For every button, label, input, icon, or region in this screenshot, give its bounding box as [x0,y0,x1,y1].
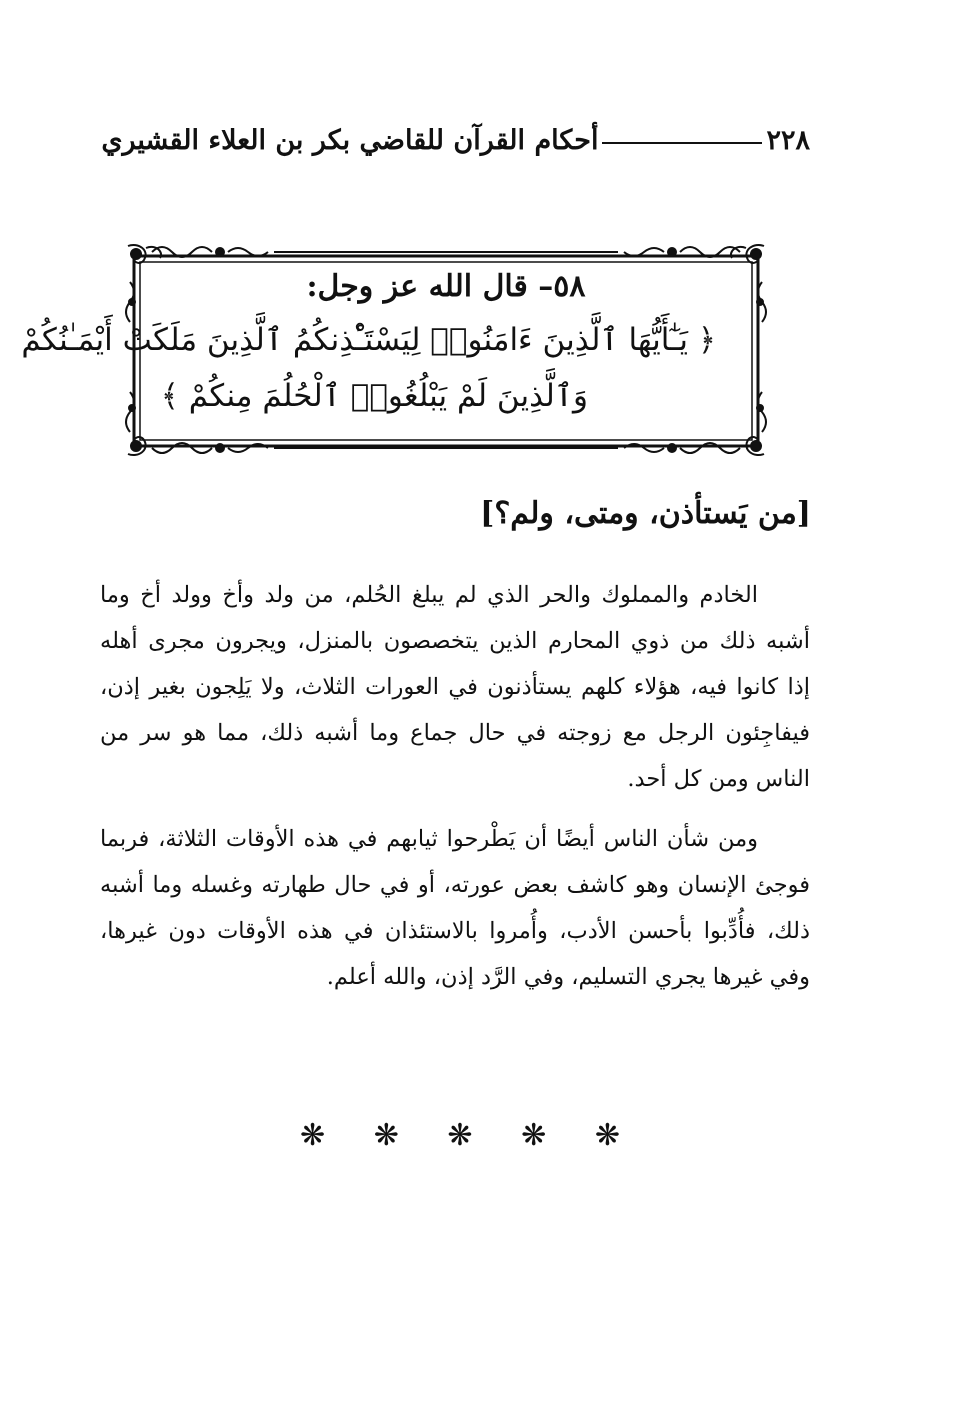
paragraph [100,816,810,1000]
asterisk-icon: ❋ [447,1118,473,1153]
asterisk-icon: ❋ [300,1118,326,1153]
text-line: الناس ومن كل أحد. [627,766,810,792]
text-line: ومن شأن الناس أيضًا أن يَطْرحوا ثيابهم في هذه الأوقات الثلاثة، فربما [100,826,758,852]
asterisk-icon: ❋ [521,1118,547,1153]
page-number: ٢٢٨ [766,124,810,156]
paragraph [100,572,810,802]
section-heading: [من يَستأذن، ومتى، ولم؟] [480,496,811,531]
text-line: فوجئ الإنسان وهو كاشف بعض عورته، أو في حال طهارته وغسله وما أشبه [100,872,810,898]
text-line: الخادم والمملوك والحر الذي لم يبلغ الحُلم، من ولد وأخ وولد أخ وما [100,582,758,608]
text-line: وفي غيرها يجري التسليم، وفي الرَّد إذن، والله أعلم. [326,964,810,990]
asterisk-icon: ❋ [594,1118,620,1153]
book-title: أحكام القرآن للقاضي بكر بن العلاء القشيري [101,124,599,156]
text-line: ذلك، فأُدِّبوا بأحسن الأدب، وأُمروا بالاستئذان في هذه الأوقات دون غيرها، [100,918,810,944]
frame-content [21,262,738,424]
ornamental-frame [21,242,768,458]
verse-intro-heading: ٥٨– قال الله عز وجل: [306,269,586,304]
running-header [98,118,810,162]
header-rule [602,142,762,144]
text-line: فيفاجِئون الرجل مع زوجته في حال جماع وما أشبه ذلك، مما هو سر من [100,720,810,746]
asterisk-icon: ❋ [373,1118,399,1153]
text-line: أشبه ذلك من ذوي المحارم الذين يتخصصون بالمنزل، ويجرون مجرى أهله [100,628,810,654]
text-line: إذا كانوا فيه، هؤلاء كلهم يستأذنون في العورات الثلاث، ولا يَلِجون بغير إذن، [100,674,810,700]
verse-line: ﴿ يَـٰٓأَيُّهَا ٱلَّذِينَ ءَامَنُوا۟ لِيَسْتَـْٔذِنكُمُ ٱلَّذِينَ مَلَكَتْ أَيْمَـٰنُكُمْ [21,322,716,358]
asterism-separator [300,1118,620,1153]
verse-line: وَٱلَّذِينَ لَمْ يَبْلُغُوا۟ ٱلْحُلُمَ مِنكُمْ ﴾ [160,378,588,414]
